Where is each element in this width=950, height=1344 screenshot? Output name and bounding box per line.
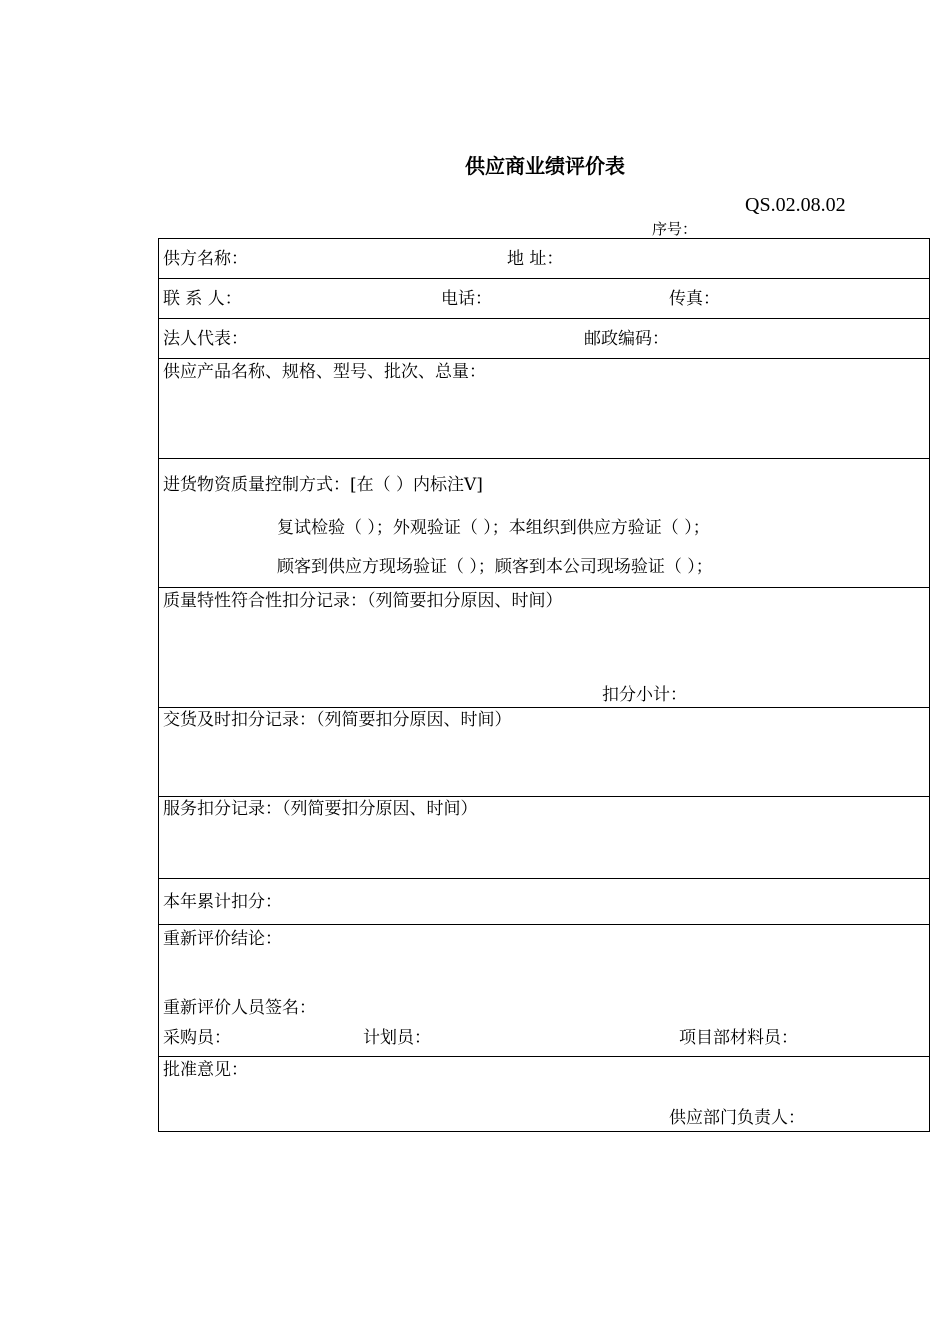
supplier-name-row xyxy=(159,239,929,279)
evaluation-form xyxy=(158,238,930,1132)
contact-person-label: 联 系 人： xyxy=(163,289,242,309)
quality-control-options-2: 顾客到供应方现场验证（ ）；顾客到本公司现场验证（ ）； xyxy=(277,557,713,577)
supply-dept-head-label: 供应部门负责人： xyxy=(669,1108,805,1128)
reevaluation-signature-label: 重新评价人员签名： xyxy=(163,998,316,1018)
service-deduction-row xyxy=(159,797,929,879)
address-label: 地 址： xyxy=(507,249,564,269)
postcode-label: 邮政编码： xyxy=(584,329,669,349)
reevaluation-row xyxy=(159,925,929,1057)
product-info-row xyxy=(159,359,929,459)
reevaluation-conclusion-label: 重新评价结论： xyxy=(163,929,282,949)
quality-control-label: 进货物资质量控制方式：[在（ ）内标注V] xyxy=(163,475,483,495)
legal-representative-label: 法人代表： xyxy=(163,329,248,349)
legal-rep-row xyxy=(159,319,929,359)
product-info-label: 供应产品名称、规格、型号、批次、总量： xyxy=(163,362,486,382)
contact-row xyxy=(159,279,929,319)
delivery-deduction-row xyxy=(159,708,929,797)
planner-label: 计划员： xyxy=(363,1028,431,1048)
serial-number-label: 序号： xyxy=(652,220,698,238)
fax-label: 传真： xyxy=(669,289,720,309)
service-deduction-label: 服务扣分记录：（列简要扣分原因、时间） xyxy=(163,799,478,819)
quality-control-options-1: 复试检验（ ）；外观验证（ ）；本组织到供应方验证（ ）； xyxy=(277,518,710,538)
quality-control-row xyxy=(159,459,929,588)
form-title: 供应商业绩评价表 xyxy=(465,154,625,178)
deduction-subtotal-label: 扣分小计： xyxy=(602,685,687,705)
quality-deduction-row xyxy=(159,588,929,708)
buyer-label: 采购员： xyxy=(163,1028,231,1048)
approval-opinion-label: 批准意见： xyxy=(163,1060,248,1080)
approval-row xyxy=(159,1057,929,1133)
phone-label: 电话： xyxy=(441,289,492,309)
document-code: QS.02.08.02 xyxy=(745,194,846,216)
quality-deduction-label: 质量特性符合性扣分记录：（列简要扣分原因、时间） xyxy=(163,591,563,611)
annual-total-label: 本年累计扣分： xyxy=(163,892,282,912)
delivery-deduction-label: 交货及时扣分记录：（列简要扣分原因、时间） xyxy=(163,710,512,730)
supplier-name-label: 供方名称： xyxy=(163,249,248,269)
annual-total-row xyxy=(159,879,929,925)
project-material-officer-label: 项目部材料员： xyxy=(679,1028,798,1048)
